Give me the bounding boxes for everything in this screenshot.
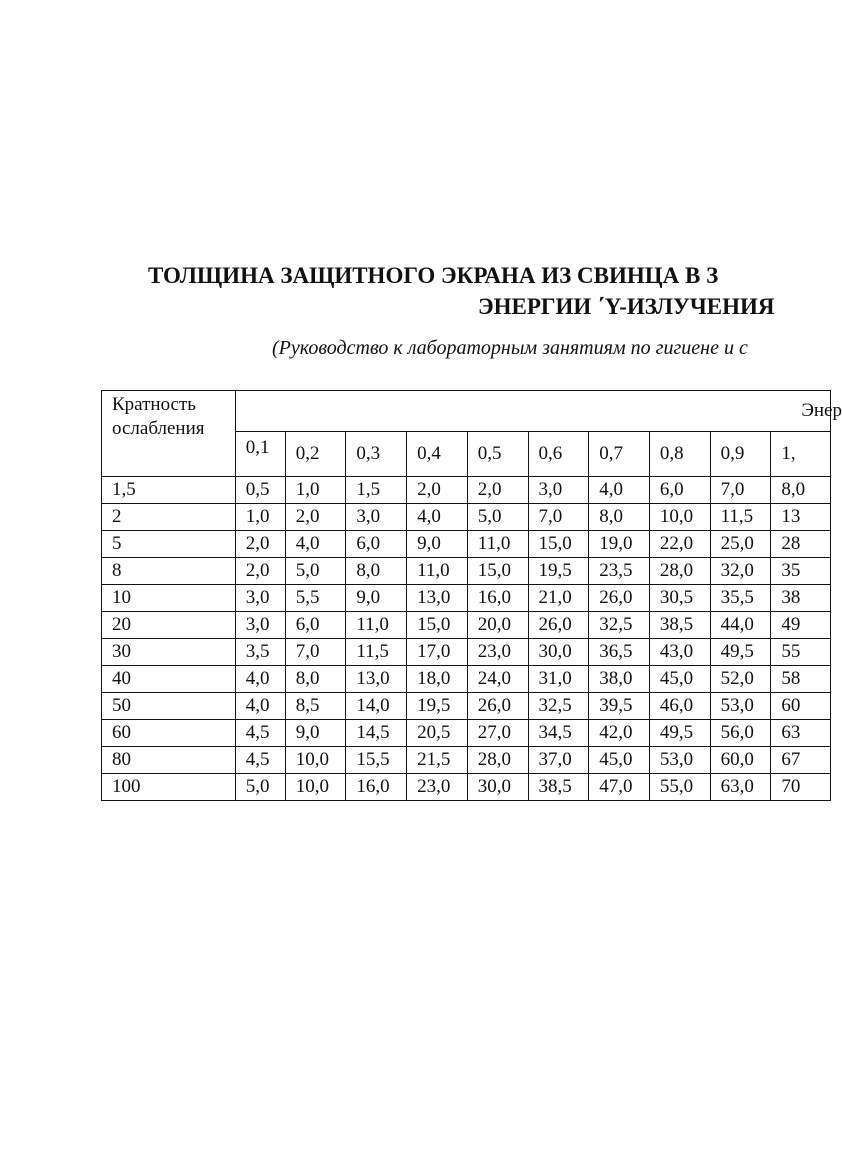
thickness-cell: 6,0: [649, 477, 710, 504]
thickness-cell: 8,0: [285, 666, 346, 693]
thickness-cell: 7,0: [528, 504, 589, 531]
thickness-cell: 21,5: [407, 747, 468, 774]
thickness-cell: 32,5: [589, 612, 650, 639]
thickness-cell: 30,0: [528, 639, 589, 666]
thickness-cell: 7,0: [710, 477, 771, 504]
energy-column-header: 0,5: [467, 432, 528, 477]
thickness-cell: 49,5: [649, 720, 710, 747]
thickness-cell: 20,5: [407, 720, 468, 747]
thickness-cell: 18,0: [407, 666, 468, 693]
thickness-cell: 49,5: [710, 639, 771, 666]
table-row: [102, 693, 831, 720]
thickness-cell: 28,0: [649, 558, 710, 585]
thickness-cell: 19,0: [589, 531, 650, 558]
energy-column-header: 0,4: [407, 432, 468, 477]
document-title-line-1: ТОЛЩИНА ЗАЩИТНОГО ЭКРАНА ИЗ СВИНЦА В З: [148, 263, 719, 288]
thickness-cell: 42,0: [589, 720, 650, 747]
table-row: [102, 612, 831, 639]
table-row: [102, 531, 831, 558]
attenuation-factor-cell: 40: [102, 666, 236, 693]
thickness-cell: 8,0: [771, 477, 831, 504]
table-row: [102, 774, 831, 801]
thickness-cell: 2,0: [285, 504, 346, 531]
thickness-cell: 35: [771, 558, 831, 585]
table-row: [102, 747, 831, 774]
table-row: [102, 720, 831, 747]
thickness-cell: 70: [771, 774, 831, 801]
thickness-cell: 32,0: [710, 558, 771, 585]
thickness-cell: 5,5: [285, 585, 346, 612]
thickness-cell: 44,0: [710, 612, 771, 639]
thickness-cell: 38,5: [649, 612, 710, 639]
thickness-cell: 15,0: [528, 531, 589, 558]
thickness-cell: 45,0: [649, 666, 710, 693]
thickness-cell: 38,5: [528, 774, 589, 801]
energy-column-header: 1,: [771, 432, 831, 477]
thickness-cell: 35,5: [710, 585, 771, 612]
thickness-cell: 9,0: [346, 585, 407, 612]
thickness-cell: 43,0: [649, 639, 710, 666]
thickness-cell: 19,5: [407, 693, 468, 720]
attenuation-factor-cell: 80: [102, 747, 236, 774]
thickness-cell: 1,5: [346, 477, 407, 504]
lead-thickness-table: [101, 390, 842, 801]
thickness-cell: 11,0: [467, 531, 528, 558]
thickness-cell: 38,0: [589, 666, 650, 693]
thickness-cell: 16,0: [467, 585, 528, 612]
table-body: [102, 477, 831, 801]
thickness-cell: 11,5: [710, 504, 771, 531]
thickness-cell: 3,0: [528, 477, 589, 504]
thickness-cell: 30,0: [467, 774, 528, 801]
attenuation-factor-cell: 50: [102, 693, 236, 720]
thickness-cell: 3,0: [346, 504, 407, 531]
table-header: [102, 391, 842, 477]
thickness-cell: 26,0: [589, 585, 650, 612]
thickness-cell: 11,5: [346, 639, 407, 666]
thickness-cell: 28,0: [467, 747, 528, 774]
thickness-cell: 47,0: [589, 774, 650, 801]
thickness-cell: 26,0: [528, 612, 589, 639]
thickness-cell: 13,0: [346, 666, 407, 693]
energy-column-header: 0,9: [710, 432, 771, 477]
thickness-cell: 5,0: [285, 558, 346, 585]
thickness-cell: 15,0: [407, 612, 468, 639]
attenuation-factor-cell: 30: [102, 639, 236, 666]
thickness-cell: 36,5: [589, 639, 650, 666]
thickness-cell: 20,0: [467, 612, 528, 639]
thickness-cell: 58: [771, 666, 831, 693]
thickness-cell: 2,0: [235, 531, 285, 558]
thickness-cell: 8,0: [346, 558, 407, 585]
thickness-cell: 6,0: [285, 612, 346, 639]
thickness-cell: 4,0: [407, 504, 468, 531]
attenuation-factor-cell: 10: [102, 585, 236, 612]
table-header-row-group: [102, 391, 831, 432]
thickness-cell: 55,0: [649, 774, 710, 801]
thickness-cell: 30,5: [649, 585, 710, 612]
thickness-cell: 8,5: [285, 693, 346, 720]
attenuation-factor-cell: 60: [102, 720, 236, 747]
thickness-cell: 19,5: [528, 558, 589, 585]
attenuation-factor-cell: 1,5: [102, 477, 236, 504]
thickness-cell: 5,0: [235, 774, 285, 801]
table-row: [102, 504, 831, 531]
thickness-cell: 55: [771, 639, 831, 666]
thickness-cell: 9,0: [407, 531, 468, 558]
thickness-cell: 23,0: [467, 639, 528, 666]
thickness-cell: 4,0: [589, 477, 650, 504]
energy-column-header: 0,1: [235, 432, 285, 477]
thickness-cell: 37,0: [528, 747, 589, 774]
thickness-cell: 63,0: [710, 774, 771, 801]
attenuation-factor-cell: 20: [102, 612, 236, 639]
table-row: [102, 585, 831, 612]
thickness-cell: 1,0: [235, 504, 285, 531]
thickness-cell: 4,0: [235, 693, 285, 720]
thickness-cell: 24,0: [467, 666, 528, 693]
energy-group-label: Энер: [801, 400, 842, 421]
thickness-cell: 14,5: [346, 720, 407, 747]
thickness-cell: 53,0: [649, 747, 710, 774]
thickness-cell: 31,0: [528, 666, 589, 693]
document-subtitle: (Руководство к лабораторным занятиям по гигиене и с: [272, 337, 748, 359]
thickness-cell: 60: [771, 693, 831, 720]
thickness-cell: 2,0: [467, 477, 528, 504]
thickness-cell: 10,0: [285, 774, 346, 801]
thickness-cell: 27,0: [467, 720, 528, 747]
energy-column-header: 0,2: [285, 432, 346, 477]
thickness-cell: 46,0: [649, 693, 710, 720]
thickness-cell: 2,0: [235, 558, 285, 585]
table-row: [102, 477, 831, 504]
energy-column-header: 0,7: [589, 432, 650, 477]
energy-group-header: [235, 391, 842, 432]
thickness-cell: 28: [771, 531, 831, 558]
attenuation-factor-cell: 2: [102, 504, 236, 531]
thickness-cell: 23,5: [589, 558, 650, 585]
thickness-cell: 1,0: [285, 477, 346, 504]
thickness-cell: 32,5: [528, 693, 589, 720]
thickness-cell: 11,0: [407, 558, 468, 585]
thickness-cell: 4,5: [235, 720, 285, 747]
energy-column-header: 0,8: [649, 432, 710, 477]
thickness-cell: 21,0: [528, 585, 589, 612]
table-row: [102, 666, 831, 693]
thickness-cell: 9,0: [285, 720, 346, 747]
thickness-cell: 7,0: [285, 639, 346, 666]
thickness-cell: 26,0: [467, 693, 528, 720]
thickness-cell: 52,0: [710, 666, 771, 693]
energy-column-header: 0,3: [346, 432, 407, 477]
thickness-cell: 4,5: [235, 747, 285, 774]
thickness-cell: 45,0: [589, 747, 650, 774]
attenuation-factor-cell: 8: [102, 558, 236, 585]
thickness-cell: 56,0: [710, 720, 771, 747]
thickness-cell: 3,0: [235, 612, 285, 639]
thickness-cell: 8,0: [589, 504, 650, 531]
thickness-cell: 13: [771, 504, 831, 531]
thickness-cell: 25,0: [710, 531, 771, 558]
thickness-cell: 16,0: [346, 774, 407, 801]
thickness-cell: 22,0: [649, 531, 710, 558]
thickness-cell: 2,0: [407, 477, 468, 504]
attenuation-factor-header: Кратность ослабления: [102, 391, 236, 477]
thickness-cell: 3,0: [235, 585, 285, 612]
thickness-cell: 13,0: [407, 585, 468, 612]
thickness-cell: 38: [771, 585, 831, 612]
thickness-cell: 49: [771, 612, 831, 639]
thickness-cell: 17,0: [407, 639, 468, 666]
thickness-cell: 0,5: [235, 477, 285, 504]
thickness-cell: 34,5: [528, 720, 589, 747]
thickness-cell: 10,0: [649, 504, 710, 531]
thickness-cell: 53,0: [710, 693, 771, 720]
thickness-cell: 4,0: [285, 531, 346, 558]
thickness-cell: 10,0: [285, 747, 346, 774]
thickness-cell: 15,5: [346, 747, 407, 774]
attenuation-factor-cell: 100: [102, 774, 236, 801]
thickness-cell: 5,0: [467, 504, 528, 531]
thickness-cell: 67: [771, 747, 831, 774]
attenuation-factor-cell: 5: [102, 531, 236, 558]
thickness-cell: 39,5: [589, 693, 650, 720]
table-row: [102, 639, 831, 666]
energy-column-header: 0,6: [528, 432, 589, 477]
thickness-cell: 14,0: [346, 693, 407, 720]
document-title-line-2: ЭНЕРГИИ ΄Y-ИЗЛУЧЕНИЯ: [478, 294, 775, 319]
thickness-cell: 15,0: [467, 558, 528, 585]
thickness-cell: 63: [771, 720, 831, 747]
thickness-cell: 23,0: [407, 774, 468, 801]
thickness-cell: 6,0: [346, 531, 407, 558]
thickness-cell: 4,0: [235, 666, 285, 693]
thickness-cell: 3,5: [235, 639, 285, 666]
table-row: [102, 558, 831, 585]
thickness-cell: 60,0: [710, 747, 771, 774]
thickness-cell: 11,0: [346, 612, 407, 639]
